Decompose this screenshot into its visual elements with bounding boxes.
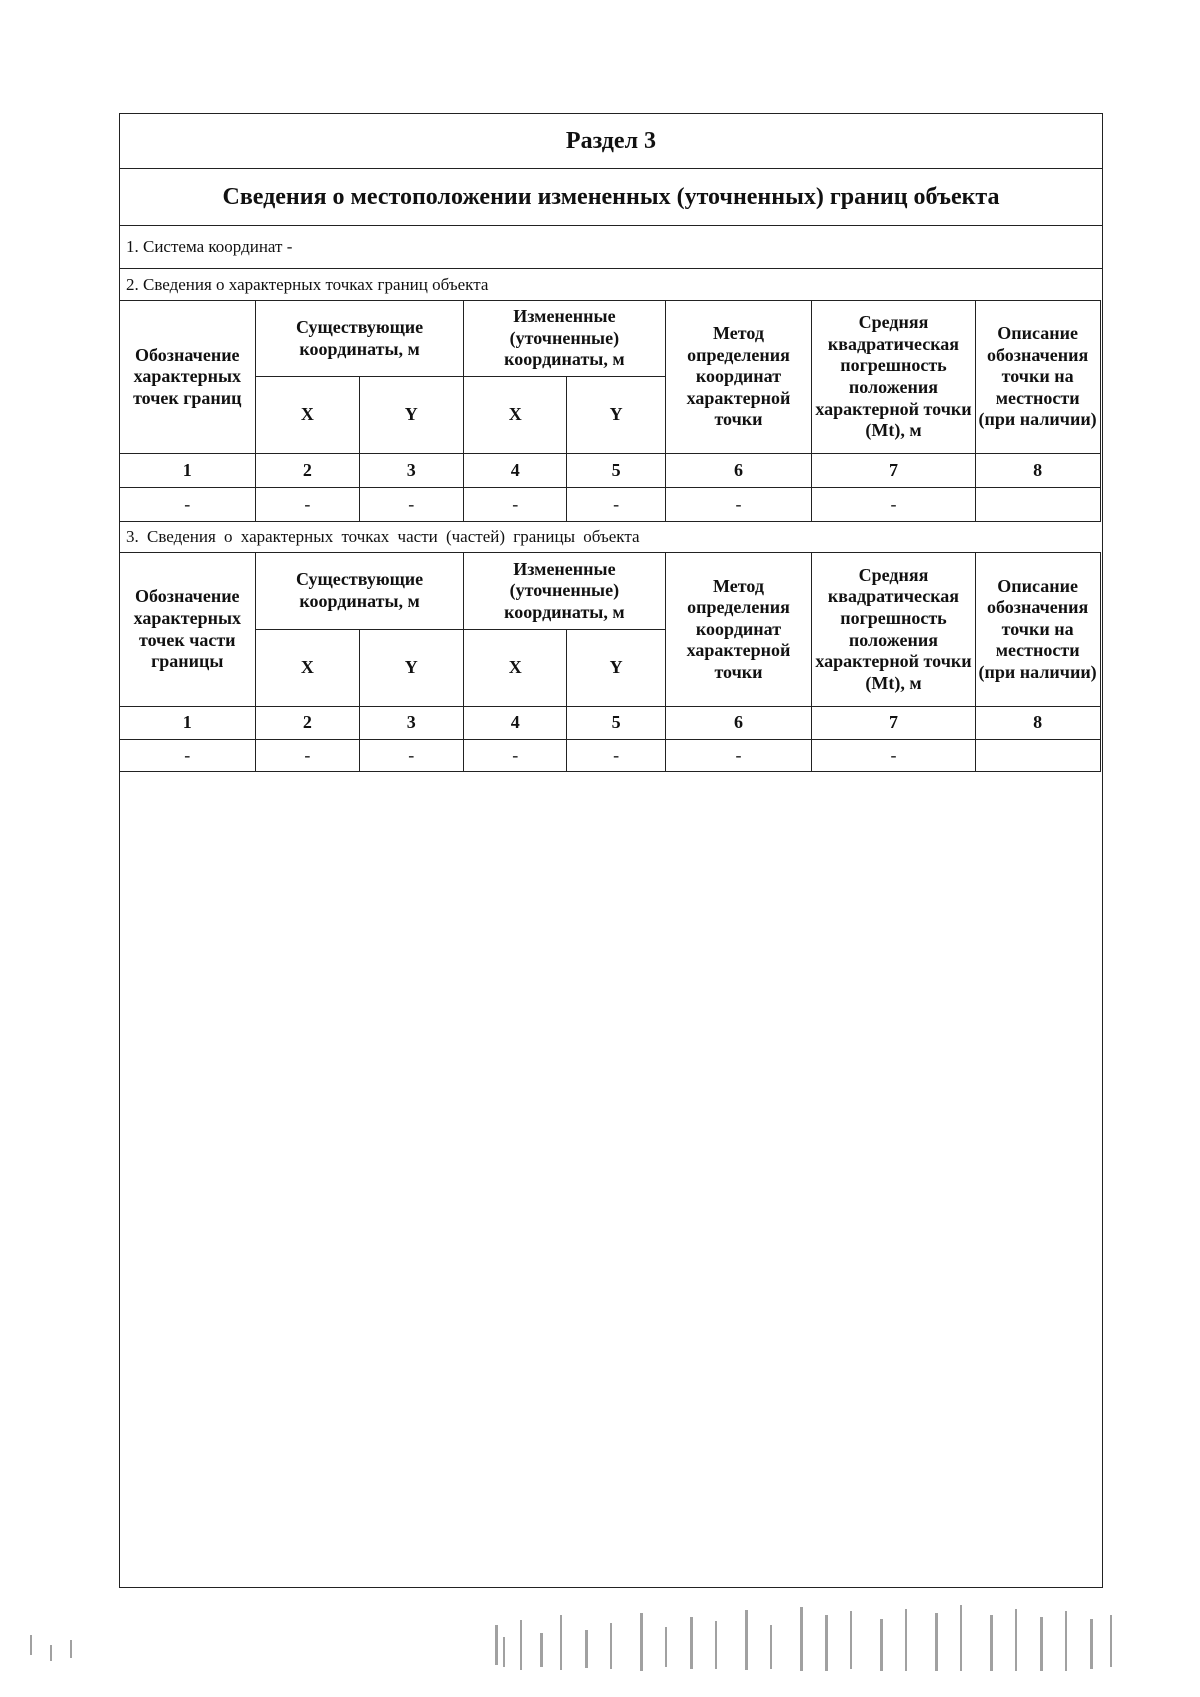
boundary-points-table [119, 300, 1101, 522]
table-cell: - [359, 740, 463, 772]
table-cell: - [119, 488, 256, 522]
table-cell: - [464, 740, 567, 772]
column-number: 8 [975, 454, 1100, 488]
header-y: Y [567, 630, 665, 707]
table-cell: - [567, 488, 665, 522]
table-cell: - [812, 740, 976, 772]
table1-caption: 2. Сведения о характерных точках границ объекта [126, 274, 489, 294]
header-y: Y [359, 630, 463, 707]
table-cell [975, 488, 1100, 522]
header-description: Описание обозначения точки на местности (при наличии) [975, 301, 1100, 454]
table-cell: - [359, 488, 463, 522]
table-cell: - [119, 740, 256, 772]
column-number: 1 [119, 707, 256, 740]
column-number: 1 [119, 454, 256, 488]
column-number: 2 [256, 454, 359, 488]
table-cell: - [812, 488, 976, 522]
table2-caption: 3. Сведения о характерных точках части (частей) границы объекта [126, 526, 640, 546]
header-description: Описание обозначения точки на местности (при наличии) [975, 553, 1100, 707]
table-cell: - [256, 488, 359, 522]
header-x: X [464, 377, 567, 454]
column-number: 7 [812, 454, 976, 488]
header-existing-coords: Существующие координаты, м [256, 553, 464, 630]
part-boundary-points-table [119, 552, 1101, 772]
header-changed-coords: Измененные (уточненные) координаты, м [464, 301, 666, 377]
header-designation: Обозначение характерных точек границ [119, 301, 256, 454]
table-cell [975, 740, 1100, 772]
scan-noise [0, 1595, 1200, 1695]
table-cell: - [464, 488, 567, 522]
column-number: 6 [665, 707, 811, 740]
table-cell: - [665, 740, 811, 772]
column-number: 4 [464, 707, 567, 740]
table-cell: - [665, 488, 811, 522]
page-frame [119, 113, 1103, 1588]
column-number: 6 [665, 454, 811, 488]
section-title: Раздел 3 [120, 114, 1102, 169]
header-method: Метод определения координат характерной точки [665, 301, 811, 454]
column-number: 7 [812, 707, 976, 740]
column-number: 8 [975, 707, 1100, 740]
header-changed-coords: Измененные (уточненные) координаты, м [464, 553, 666, 630]
column-number: 3 [359, 707, 463, 740]
column-number: 5 [567, 707, 665, 740]
header-y: Y [567, 377, 665, 454]
header-error: Средняя квадратическая погрешность положения характерной точки (Mt), м [812, 301, 976, 454]
column-number: 5 [567, 454, 665, 488]
table-cell: - [567, 740, 665, 772]
header-designation: Обозначение характерных точек части границы [119, 553, 256, 707]
table-cell: - [256, 740, 359, 772]
section-subtitle: Сведения о местоположении измененных (уточненных) границ объекта [120, 169, 1102, 226]
header-method: Метод определения координат характерной точки [665, 553, 811, 707]
header-x: X [256, 630, 359, 707]
header-existing-coords: Существующие координаты, м [256, 301, 464, 377]
header-x: X [464, 630, 567, 707]
column-number: 3 [359, 454, 463, 488]
header-error: Средняя квадратическая погрешность положения характерной точки (Mt), м [812, 553, 976, 707]
coordinate-system: 1. Система координат - [120, 226, 1102, 269]
column-number: 4 [464, 454, 567, 488]
header-x: X [256, 377, 359, 454]
header-y: Y [359, 377, 463, 454]
column-number: 2 [256, 707, 359, 740]
